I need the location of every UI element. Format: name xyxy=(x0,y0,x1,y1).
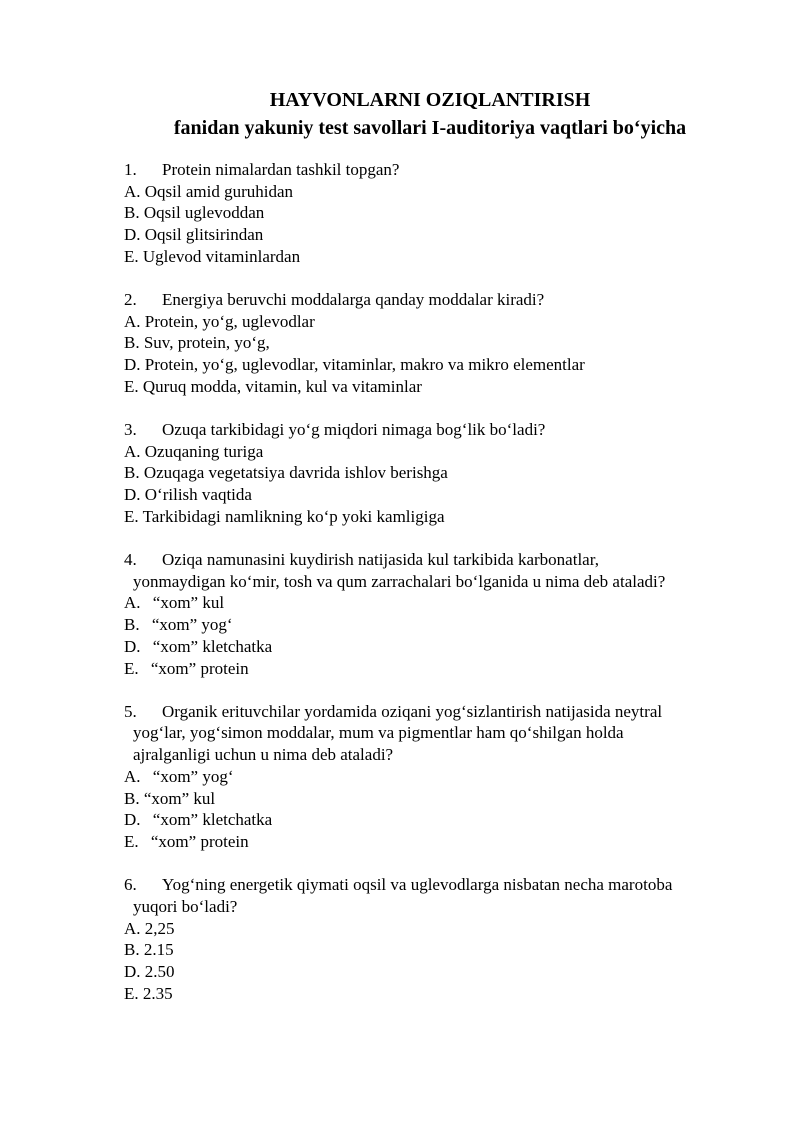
option-letter: D. xyxy=(124,810,141,830)
question-text-continuation: ajralganligi uchun u nima deb ataladi? xyxy=(133,745,394,765)
option-text: “xom” protein xyxy=(150,831,249,851)
question-text-line xyxy=(124,159,764,181)
answer-option xyxy=(124,592,764,614)
question-6 xyxy=(124,874,764,1004)
answer-option xyxy=(124,918,764,940)
option-letter: B. xyxy=(124,940,140,960)
option-letter: E. xyxy=(124,658,139,678)
option-letter: A. xyxy=(124,441,141,461)
answer-option xyxy=(124,484,764,506)
answer-option xyxy=(124,939,764,961)
answer-option xyxy=(124,766,764,788)
document-title: HAYVONLARNI OZIQLANTIRISH xyxy=(269,89,591,111)
question-text: Protein nimalardan tashkil topgan? xyxy=(162,160,400,179)
option-letter: D. xyxy=(124,636,141,656)
question-text: Organik erituvchilar yordamida oziqani yog‘sizlantirish natijasida neytral xyxy=(162,701,663,721)
answer-option xyxy=(124,961,764,983)
option-letter: B. xyxy=(124,615,140,635)
option-letter: A. xyxy=(124,181,141,201)
option-text: Ozuqaning turiga xyxy=(144,441,264,461)
answer-option xyxy=(124,506,764,528)
answer-option xyxy=(124,441,764,463)
option-letter: B. xyxy=(124,463,140,483)
answer-option xyxy=(124,636,764,658)
answer-option xyxy=(124,809,764,831)
option-letter: A. xyxy=(124,593,141,613)
question-text-line xyxy=(124,549,764,571)
option-text: Uglevod vitaminlardan xyxy=(142,246,301,266)
question-text-continuation: yonmaydigan ko‘mir, tosh va qum zarrachalari bo‘lganida u nima deb ataladi? xyxy=(133,571,666,591)
question-1 xyxy=(124,159,764,268)
option-text: “xom” yog‘ xyxy=(152,766,234,786)
option-text: Protein, yo‘g, uglevodlar xyxy=(144,311,315,331)
question-text: Ozuqa tarkibidagi yo‘g miqdori nimaga bog‘lik bo‘ladi? xyxy=(162,420,546,440)
answer-option xyxy=(124,332,764,354)
option-text: 2,25 xyxy=(144,918,175,938)
question-number: 3. xyxy=(124,420,137,440)
option-text: “xom” yog‘ xyxy=(151,615,233,635)
option-text: “xom” kul xyxy=(143,788,216,808)
option-letter: D. xyxy=(124,355,141,375)
question-text-continuation: yog‘lar, yog‘simon moddalar, mum va pigmentlar ham qo‘shilgan holda xyxy=(133,723,624,743)
question-4 xyxy=(124,549,764,679)
option-letter: A. xyxy=(124,766,141,786)
option-letter: B. xyxy=(124,333,140,353)
option-text: “xom” kul xyxy=(152,593,225,613)
question-text-line xyxy=(124,419,764,441)
answer-option xyxy=(124,831,764,853)
option-letter: D. xyxy=(124,962,141,981)
question-number: 6. xyxy=(124,875,137,895)
option-text: Tarkibidagi namlikning ko‘p yoki kamligiga xyxy=(142,506,445,526)
option-letter: E. xyxy=(124,246,139,266)
answer-option xyxy=(124,202,764,224)
option-text: Oqsil uglevoddan xyxy=(143,203,265,223)
option-text: Oqsil amid guruhidan xyxy=(144,181,294,201)
question-text: Yog‘ning energetik qiymati oqsil va uglevodlarga nisbatan necha marotoba xyxy=(162,875,673,895)
question-text: Energiya beruvchi moddalarga qanday moddalar kiradi? xyxy=(162,290,545,310)
question-text-line xyxy=(124,701,764,723)
answer-option xyxy=(124,354,764,376)
question-number: 5. xyxy=(124,701,137,721)
option-text: “xom” kletchatka xyxy=(152,636,273,656)
question-list xyxy=(124,159,764,1026)
answer-option xyxy=(124,983,764,1005)
option-letter: E. xyxy=(124,376,139,396)
option-letter: E. xyxy=(124,506,139,526)
option-letter: D. xyxy=(124,485,141,505)
option-text: 2.35 xyxy=(142,983,173,1003)
answer-option xyxy=(124,376,764,398)
option-letter: E. xyxy=(124,983,139,1003)
question-number: 4. xyxy=(124,550,137,570)
option-text: Protein, yo‘g, uglevodlar, vitaminlar, makro va mikro elementlar xyxy=(144,355,585,375)
question-3 xyxy=(124,419,764,528)
answer-option xyxy=(124,246,764,268)
answer-option xyxy=(124,181,764,203)
question-2 xyxy=(124,289,764,398)
option-letter: B. xyxy=(124,788,140,808)
answer-option xyxy=(124,462,764,484)
option-text: 2.15 xyxy=(143,940,174,960)
answer-option xyxy=(124,658,764,680)
question-text-line xyxy=(124,289,764,311)
document-subtitle: fanidan yakuniy test savollari I-auditoriya vaqtlari bo‘yicha xyxy=(173,117,687,139)
question-number: 1. xyxy=(124,160,137,179)
option-letter: A. xyxy=(124,918,141,938)
question-text: Oziqa namunasini kuydirish natijasida kul tarkibida karbonatlar, xyxy=(162,550,599,570)
answer-option xyxy=(124,614,764,636)
option-text: “xom” protein xyxy=(150,658,249,678)
question-5 xyxy=(124,701,764,853)
option-letter: A. xyxy=(124,311,141,331)
answer-option xyxy=(124,224,764,246)
option-text: Oqsil glitsirindan xyxy=(144,225,264,245)
option-text: O‘rilish vaqtida xyxy=(144,485,252,505)
option-text: Suv, protein, yo‘g, xyxy=(143,333,270,353)
question-text-continuation: yuqori bo‘ladi? xyxy=(133,896,238,916)
option-text: “xom” kletchatka xyxy=(152,810,273,830)
answer-option xyxy=(124,311,764,333)
option-letter: B. xyxy=(124,203,140,223)
question-text-line xyxy=(124,874,764,896)
question-number: 2. xyxy=(124,290,137,310)
option-text: Ozuqaga vegetatsiya davrida ishlov berishga xyxy=(143,463,448,483)
answer-option xyxy=(124,788,764,810)
option-letter: D. xyxy=(124,225,141,245)
option-text: Quruq modda, vitamin, kul va vitaminlar xyxy=(142,376,422,396)
option-text: 2.50 xyxy=(144,962,175,981)
option-letter: E. xyxy=(124,831,139,851)
